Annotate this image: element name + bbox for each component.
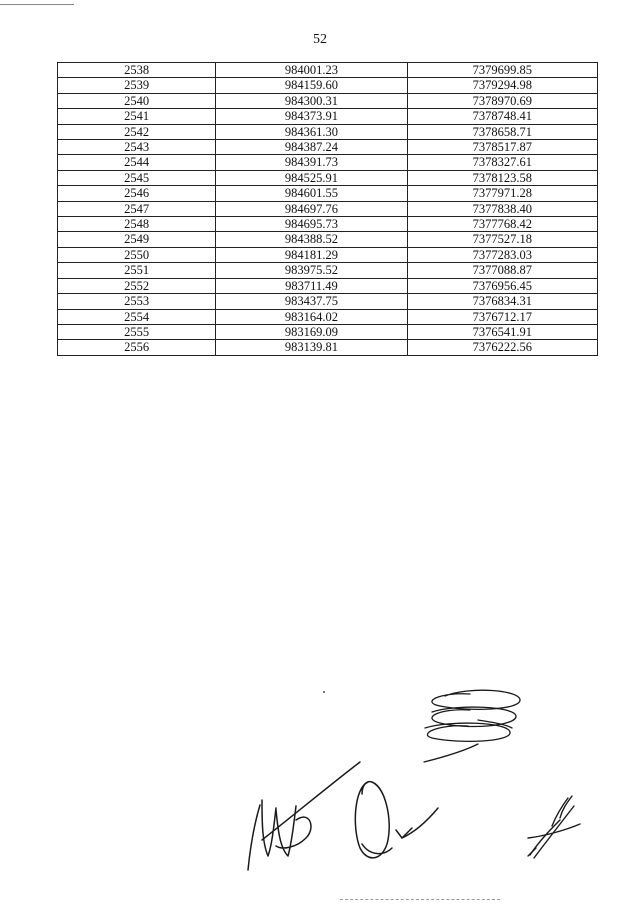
x-coordinate-cell: 983139.81 (216, 340, 407, 355)
point-number-cell: 2545 (58, 170, 216, 185)
point-number-cell: 2542 (58, 124, 216, 139)
table-row (58, 186, 598, 201)
table-row (58, 294, 598, 309)
x-coordinate-cell: 984181.29 (216, 247, 407, 262)
point-number-cell: 2539 (58, 78, 216, 93)
signature-middle-mark (355, 782, 438, 858)
y-coordinate-cell: 7378970.69 (407, 93, 597, 108)
x-coordinate-cell: 983711.49 (216, 278, 407, 293)
table-row (58, 170, 598, 185)
point-number-cell: 2540 (58, 93, 216, 108)
y-coordinate-cell: 7377088.87 (407, 263, 597, 278)
table-row (58, 247, 598, 262)
scan-edge-line (0, 4, 74, 5)
x-coordinate-cell: 984601.55 (216, 186, 407, 201)
scan-bottom-edge (340, 899, 500, 900)
x-coordinate-cell: 983169.09 (216, 324, 407, 339)
y-coordinate-cell: 7378327.61 (407, 155, 597, 170)
point-number-cell: 2553 (58, 294, 216, 309)
point-number-cell: 2556 (58, 340, 216, 355)
signatures-area (0, 660, 640, 905)
x-coordinate-cell: 984159.60 (216, 78, 407, 93)
point-number-cell: 2551 (58, 263, 216, 278)
x-coordinate-cell: 984300.31 (216, 93, 407, 108)
x-coordinate-cell: 984387.24 (216, 140, 407, 155)
signature-left-mark (248, 762, 360, 870)
x-coordinate-cell: 984388.52 (216, 232, 407, 247)
table-row (58, 140, 598, 155)
y-coordinate-cell: 7376956.45 (407, 278, 597, 293)
table-row (58, 278, 598, 293)
x-coordinate-cell: 984525.91 (216, 170, 407, 185)
x-coordinate-cell: 983437.75 (216, 294, 407, 309)
y-coordinate-cell: 7376834.31 (407, 294, 597, 309)
x-coordinate-cell: 984391.73 (216, 155, 407, 170)
x-coordinate-cell: 984697.76 (216, 201, 407, 216)
point-number-cell: 2552 (58, 278, 216, 293)
point-number-cell: 2549 (58, 232, 216, 247)
table-row (58, 78, 598, 93)
y-coordinate-cell: 7377768.42 (407, 217, 597, 232)
y-coordinate-cell: 7376541.91 (407, 324, 597, 339)
y-coordinate-cell: 7379699.85 (407, 63, 597, 78)
y-coordinate-cell: 7377527.18 (407, 232, 597, 247)
point-number-cell: 2541 (58, 109, 216, 124)
point-number-cell: 2546 (58, 186, 216, 201)
point-number-cell: 2547 (58, 201, 216, 216)
point-number-cell: 2538 (58, 63, 216, 78)
table-row (58, 124, 598, 139)
table-row (58, 155, 598, 170)
x-coordinate-cell: 984361.30 (216, 124, 407, 139)
point-number-cell: 2555 (58, 324, 216, 339)
point-number-cell: 2544 (58, 155, 216, 170)
x-coordinate-cell: 984001.23 (216, 63, 407, 78)
point-number-cell: 2543 (58, 140, 216, 155)
table-row (58, 63, 598, 78)
x-coordinate-cell: 983975.52 (216, 263, 407, 278)
coordinates-table (57, 62, 598, 356)
y-coordinate-cell: 7377971.28 (407, 186, 597, 201)
signature-loops-mark (424, 690, 520, 762)
x-coordinate-cell: 983164.02 (216, 309, 407, 324)
y-coordinate-cell: 7376222.56 (407, 340, 597, 355)
point-number-cell: 2550 (58, 247, 216, 262)
y-coordinate-cell: 7378658.71 (407, 124, 597, 139)
table-row (58, 232, 598, 247)
table-row (58, 309, 598, 324)
y-coordinate-cell: 7377283.03 (407, 247, 597, 262)
coordinates-table-body (58, 63, 598, 356)
x-coordinate-cell: 984373.91 (216, 109, 407, 124)
y-coordinate-cell: 7377838.40 (407, 201, 597, 216)
y-coordinate-cell: 7378748.41 (407, 109, 597, 124)
x-coordinate-cell: 984695.73 (216, 217, 407, 232)
table-row (58, 93, 598, 108)
y-coordinate-cell: 7379294.98 (407, 78, 597, 93)
table-row (58, 340, 598, 355)
table-row (58, 324, 598, 339)
ink-dot (323, 691, 325, 693)
table-row (58, 217, 598, 232)
y-coordinate-cell: 7376712.17 (407, 309, 597, 324)
point-number-cell: 2548 (58, 217, 216, 232)
table-row (58, 201, 598, 216)
signature-right-mark (528, 796, 580, 858)
table-row (58, 109, 598, 124)
point-number-cell: 2554 (58, 309, 216, 324)
table-row (58, 263, 598, 278)
page-number: 52 (313, 32, 327, 47)
y-coordinate-cell: 7378123.58 (407, 170, 597, 185)
y-coordinate-cell: 7378517.87 (407, 140, 597, 155)
